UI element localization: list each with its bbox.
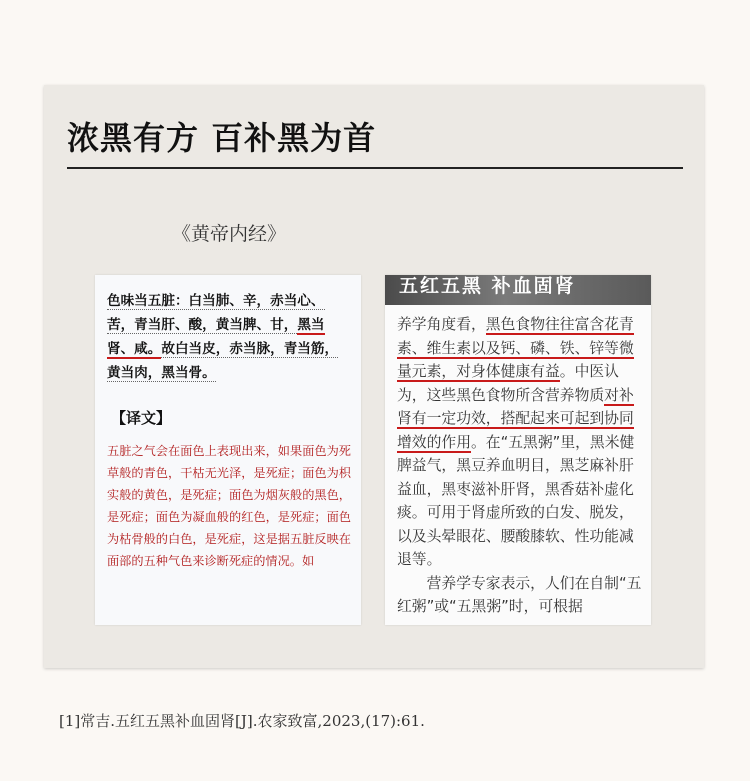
translation-label: 【译文】 — [111, 409, 172, 427]
content-card — [44, 85, 704, 668]
article-banner: 五红五黑 补血固肾 — [385, 275, 651, 305]
translation-text: 五脏之气会在面色上表现出来，如果面色为死草般的青色，干枯无光泽，是死症；面色为枳实般的黄色，是死症；面色为烟灰般的黑色，是死症；面色为凝血般的红色，是死症；面色为枯骨般的白色，是死症，这是据五脏反映在面部的五种气色来诊断死症的情况。如 — [107, 444, 351, 568]
article-paragraph — [397, 313, 645, 572]
page-title: 浓黑有方 百补黑为首 — [67, 119, 377, 157]
classic-text-panel — [95, 275, 361, 625]
article-highlight: 对补肾有一定功效，搭配起来可起到协同增效的作用 — [397, 386, 634, 451]
article-segment: 。中医认为，这些黑色食物所含营养物质 — [397, 363, 619, 404]
article-highlight: 黑色食物往往富含花青素、维生素以及钙、磷、铁、锌等微量元素，对身体健康有益 — [397, 316, 634, 380]
book-title: 《黄帝内经》 — [172, 223, 287, 245]
reference-citation: [1]常吉.五红五黑补血固肾[J].农家致富,2023,(17):61. — [59, 712, 425, 730]
article-excerpt-panel — [385, 275, 651, 625]
article-paragraph-2: 营养学专家表示，人们在自制“五红粥”或“五黑粥”时，可根据 — [397, 574, 642, 615]
source-segment: 色味当五脏：白当肺、辛，赤当心、苦，青当肝、酸，黄当脾、甘， — [107, 293, 325, 333]
source-segment: 故白当皮，赤当脉，青当筋，黄当肉，黑当骨。 — [107, 341, 339, 381]
article-segment: 。在“五黑粥”里，黑米健脾益气，黑豆养血明目，黑芝麻补肝益血，黑枣滋补肝肾，黑香菇补虚化痰。可用于肾虚所致的白发、脱发，以及头晕眼花、腰酸膝软、性功能减退等。 — [397, 433, 635, 568]
classic-source-text — [107, 289, 351, 385]
title-divider — [67, 167, 683, 169]
source-highlight: 黑当肾、咸。 — [107, 317, 325, 357]
article-segment: 养学角度看， — [397, 316, 486, 333]
